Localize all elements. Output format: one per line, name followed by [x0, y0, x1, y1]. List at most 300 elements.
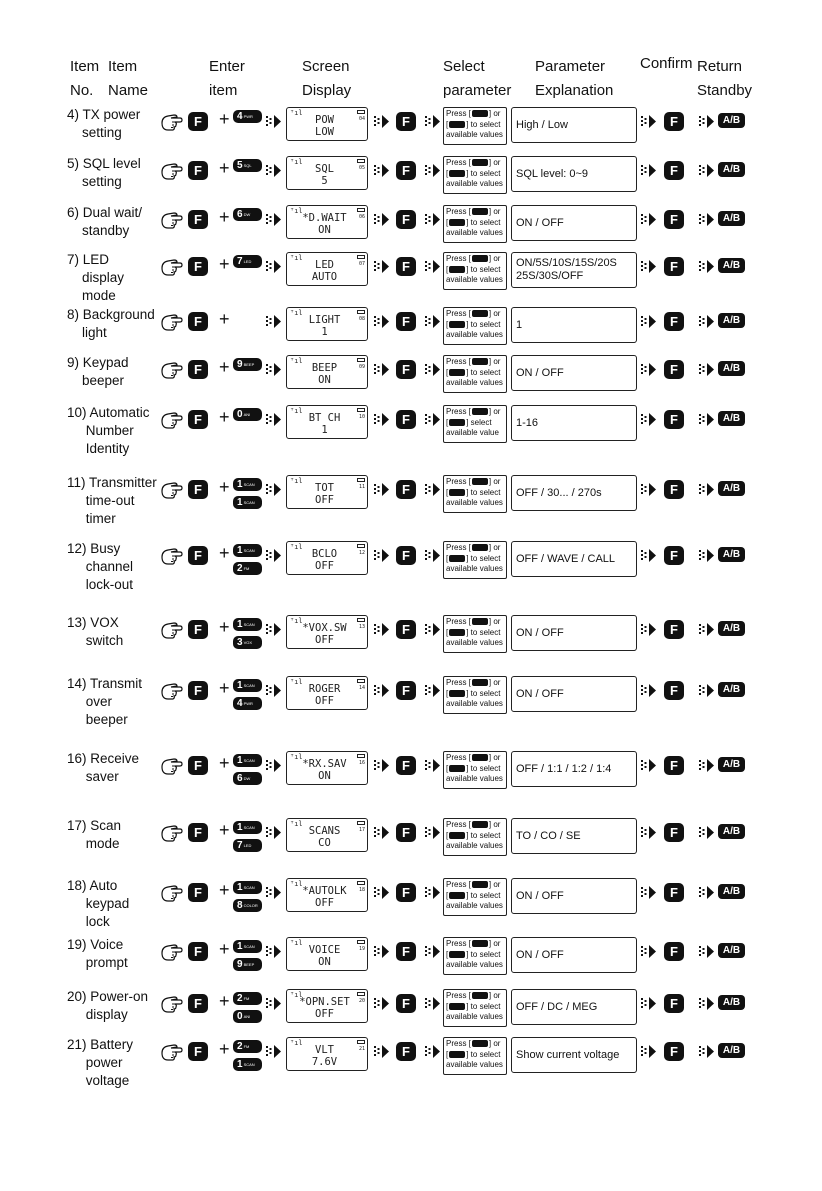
up-key-icon[interactable]: [472, 358, 488, 365]
plus-sign: +: [219, 1039, 230, 1059]
press-text: Press [: [446, 254, 471, 263]
up-key-icon[interactable]: [472, 940, 488, 947]
signal-antenna-icon: ᵀıl: [290, 109, 303, 117]
menu-item-row: [0, 988, 822, 1028]
press-line: available values: [446, 179, 503, 188]
hand-pointer-icon: [160, 619, 184, 641]
arrow-icon: [374, 997, 390, 1010]
f-key-button[interactable]: F: [664, 112, 684, 131]
number-key-button[interactable]: [233, 618, 262, 631]
menu-item-row: [0, 614, 822, 654]
arrow-icon: [266, 826, 282, 839]
f-key-button[interactable]: F: [664, 480, 684, 499]
number-key-button[interactable]: [233, 208, 262, 221]
f-key-button[interactable]: F: [188, 942, 208, 961]
ab-key-button[interactable]: A/B: [718, 757, 745, 772]
press-line: [446, 158, 504, 169]
menu-item-row: [0, 817, 822, 857]
up-key-icon[interactable]: [472, 255, 488, 262]
ab-key-button[interactable]: A/B: [718, 313, 745, 328]
plus-sign: +: [219, 617, 230, 637]
press-to-select-box: [443, 355, 507, 393]
f-key-button[interactable]: F: [396, 823, 416, 842]
press-text: ] or: [488, 207, 501, 216]
down-key-icon[interactable]: [449, 419, 465, 426]
number-key-button[interactable]: [233, 636, 262, 649]
f-key-button[interactable]: F: [396, 161, 416, 180]
number-key-button[interactable]: [233, 562, 262, 575]
f-key-button[interactable]: F: [396, 883, 416, 902]
press-text: Press [: [446, 880, 471, 889]
battery-icon: [357, 408, 365, 412]
arrow-icon: [641, 997, 657, 1010]
f-key-button[interactable]: F: [396, 360, 416, 379]
ab-key-button[interactable]: A/B: [718, 824, 745, 839]
arrow-icon: [641, 213, 657, 226]
arrow-icon: [374, 623, 390, 636]
press-line: [446, 207, 504, 218]
item-label: 4) TX power setting: [67, 107, 141, 140]
arrow-icon: [425, 315, 441, 328]
number-key-button[interactable]: [233, 992, 262, 1005]
down-key-icon[interactable]: [449, 321, 465, 328]
lcd-menu-value: OFF: [315, 560, 334, 572]
key-number: 2: [237, 563, 243, 574]
down-key-icon[interactable]: [449, 690, 465, 697]
down-key-icon[interactable]: [449, 170, 465, 177]
arrow-icon: [374, 759, 390, 772]
press-text: Press [: [446, 678, 471, 687]
key-function-label: SCAN: [243, 500, 255, 505]
press-text: ] or: [488, 309, 501, 318]
number-key-button[interactable]: [233, 1040, 262, 1053]
down-key-icon[interactable]: [449, 555, 465, 562]
down-key-icon[interactable]: [449, 1003, 465, 1010]
up-key-icon[interactable]: [472, 478, 488, 485]
lcd-screen-display: [286, 1037, 368, 1071]
up-key-icon[interactable]: [472, 754, 488, 761]
press-to-select-box: [443, 1037, 507, 1075]
arrow-icon: [641, 115, 657, 128]
hand-pointer-icon: [160, 1041, 184, 1063]
press-text: ] to select: [466, 830, 501, 840]
plus-sign: +: [219, 109, 230, 129]
press-line: [446, 1039, 504, 1050]
number-key-button[interactable]: [233, 697, 262, 710]
up-key-icon[interactable]: [472, 408, 488, 415]
press-line: [446, 880, 504, 891]
press-line: available values: [446, 228, 503, 237]
f-key-button[interactable]: F: [664, 257, 684, 276]
lcd-screen-display: [286, 878, 368, 912]
lcd-menu-name: *AUTOLK: [302, 885, 347, 897]
up-key-icon[interactable]: [472, 1040, 488, 1047]
f-key-button[interactable]: F: [664, 994, 684, 1013]
lcd-menu-value: LOW: [315, 126, 334, 138]
ab-key-button[interactable]: A/B: [718, 1043, 745, 1058]
key-number: 1: [237, 755, 243, 766]
number-key-button[interactable]: [233, 496, 262, 509]
lcd-menu-value: ON: [318, 224, 331, 236]
f-key-button[interactable]: F: [396, 312, 416, 331]
f-key-button[interactable]: F: [188, 823, 208, 842]
parameter-explanation-box: OFF / 1:1 / 1:2 / 1:4: [511, 751, 637, 787]
f-key-button[interactable]: F: [188, 312, 208, 331]
press-line: [446, 628, 504, 639]
number-key-button[interactable]: [233, 899, 262, 912]
parameter-explanation-box: ON / OFF: [511, 615, 637, 651]
item-label: 7) LED display mode: [67, 252, 125, 303]
lcd-screen-display: [286, 818, 368, 852]
press-text: [: [446, 168, 449, 178]
f-key-button[interactable]: F: [664, 161, 684, 180]
hand-pointer-icon: [160, 160, 184, 182]
arrow-icon: [374, 483, 390, 496]
press-text: ] to select: [466, 319, 501, 329]
up-key-icon[interactable]: [472, 618, 488, 625]
down-key-icon[interactable]: [449, 121, 465, 128]
ab-key-button[interactable]: A/B: [718, 547, 745, 562]
ab-key-button[interactable]: A/B: [718, 361, 745, 376]
arrow-icon: [266, 997, 282, 1010]
battery-icon: [357, 618, 365, 622]
f-key-button[interactable]: F: [396, 480, 416, 499]
press-text: Press [: [446, 309, 471, 318]
arrow-icon: [699, 684, 715, 697]
f-key-button[interactable]: F: [188, 883, 208, 902]
item-label: 21) Battery power voltage: [67, 1037, 134, 1088]
arrow-icon: [425, 213, 441, 226]
ab-key-button[interactable]: A/B: [718, 113, 745, 128]
key-number: 1: [237, 882, 243, 893]
lcd-menu-number: 05: [358, 165, 365, 171]
ab-key-button[interactable]: A/B: [718, 211, 745, 226]
f-key-button[interactable]: F: [188, 210, 208, 229]
number-key-button[interactable]: [233, 958, 262, 971]
press-to-select-box: [443, 475, 507, 513]
menu-item-row: [0, 354, 822, 394]
number-key-button[interactable]: [233, 940, 262, 953]
press-line: [446, 950, 504, 961]
arrow-icon: [425, 115, 441, 128]
number-key-button[interactable]: [233, 159, 262, 172]
number-key-button[interactable]: [233, 881, 262, 894]
press-text: ] or: [488, 1039, 501, 1048]
arrow-icon: [425, 164, 441, 177]
ab-key-button[interactable]: A/B: [718, 162, 745, 177]
key-number: 2: [237, 993, 243, 1004]
item-label: 9) Keypad beeper: [67, 355, 129, 388]
press-text: Press [: [446, 991, 471, 1000]
ab-key-button[interactable]: A/B: [718, 621, 745, 636]
parameter-explanation-box: OFF / 30... / 270s: [511, 475, 637, 511]
number-key-button[interactable]: [233, 772, 262, 785]
lcd-menu-number: 17: [358, 827, 365, 833]
arrow-icon: [425, 826, 441, 839]
f-key-button[interactable]: F: [396, 756, 416, 775]
ab-key-button[interactable]: A/B: [718, 411, 745, 426]
press-line: [446, 265, 504, 276]
battery-icon: [357, 159, 365, 163]
down-key-icon[interactable]: [449, 892, 465, 899]
down-key-icon[interactable]: [449, 489, 465, 496]
press-line: available values: [446, 638, 503, 647]
item-label: 5) SQL level setting: [67, 156, 141, 189]
f-key-button[interactable]: F: [664, 1042, 684, 1061]
arrow-icon: [425, 549, 441, 562]
press-text: Press [: [446, 357, 471, 366]
press-text: [: [446, 119, 449, 129]
signal-antenna-icon: ᵀıl: [290, 991, 303, 999]
lcd-menu-value: OFF: [315, 1008, 334, 1020]
down-key-icon[interactable]: [449, 219, 465, 226]
number-key-button[interactable]: [233, 1010, 262, 1023]
press-line: available values: [446, 960, 503, 969]
ab-key-button[interactable]: A/B: [718, 481, 745, 496]
f-key-button[interactable]: F: [188, 161, 208, 180]
battery-icon: [357, 992, 365, 996]
arrow-icon: [374, 413, 390, 426]
key-function-label: SCAN: [243, 482, 255, 487]
arrow-icon: [699, 213, 715, 226]
f-key-button[interactable]: F: [396, 942, 416, 961]
press-text: Press [: [446, 939, 471, 948]
f-key-button[interactable]: F: [396, 210, 416, 229]
arrow-icon: [266, 164, 282, 177]
arrow-icon: [641, 886, 657, 899]
number-key-button[interactable]: [233, 839, 262, 852]
press-text: ] to select: [466, 1049, 501, 1059]
key-number: 0: [237, 1011, 243, 1022]
lcd-menu-name: BT CH: [308, 412, 341, 424]
press-line: [446, 357, 504, 368]
key-function-label: FM: [243, 996, 250, 1001]
press-to-select-box: [443, 541, 507, 579]
hand-pointer-icon: [160, 359, 184, 381]
up-key-icon[interactable]: [472, 881, 488, 888]
f-key-button[interactable]: F: [396, 681, 416, 700]
f-key-button[interactable]: F: [188, 480, 208, 499]
f-key-button[interactable]: F: [664, 360, 684, 379]
number-key-button[interactable]: [233, 679, 262, 692]
lcd-menu-value: OFF: [315, 634, 334, 646]
f-key-button[interactable]: F: [664, 823, 684, 842]
press-text: ] to select: [466, 627, 501, 637]
f-key-button[interactable]: F: [188, 410, 208, 429]
f-key-button[interactable]: F: [188, 620, 208, 639]
header-enter-item: Enter item: [209, 58, 245, 99]
battery-icon: [357, 821, 365, 825]
press-line: [446, 543, 504, 554]
press-text: ] to select: [466, 763, 501, 773]
press-text: [: [446, 763, 449, 773]
number-key-button[interactable]: [233, 754, 262, 767]
key-number: 9: [237, 359, 243, 370]
ab-key-button[interactable]: A/B: [718, 884, 745, 899]
arrow-icon: [374, 549, 390, 562]
arrow-icon: [641, 759, 657, 772]
lcd-menu-number: 14: [358, 685, 365, 691]
lcd-menu-name: LIGHT: [308, 314, 341, 326]
f-key-button[interactable]: F: [396, 620, 416, 639]
up-key-icon[interactable]: [472, 208, 488, 215]
f-key-button[interactable]: F: [396, 410, 416, 429]
f-key-button[interactable]: F: [664, 410, 684, 429]
lcd-screen-display: [286, 676, 368, 710]
signal-antenna-icon: ᵀıl: [290, 254, 303, 262]
key-number: 6: [237, 773, 243, 784]
lcd-menu-value: OFF: [315, 695, 334, 707]
down-key-icon[interactable]: [449, 951, 465, 958]
plus-sign: +: [219, 991, 230, 1011]
f-key-button[interactable]: F: [188, 756, 208, 775]
down-key-icon[interactable]: [449, 832, 465, 839]
signal-antenna-icon: ᵀıl: [290, 880, 303, 888]
number-key-button[interactable]: [233, 408, 262, 421]
ab-key-button[interactable]: A/B: [718, 995, 745, 1010]
lcd-menu-number: 13: [358, 624, 365, 630]
press-text: Press [: [446, 820, 471, 829]
arrow-icon: [266, 759, 282, 772]
up-key-icon[interactable]: [472, 544, 488, 551]
arrow-icon: [374, 260, 390, 273]
f-key-button[interactable]: F: [664, 620, 684, 639]
ab-key-button[interactable]: A/B: [718, 258, 745, 273]
hand-pointer-icon: [160, 680, 184, 702]
parameter-explanation-box: ON/5S/10S/15S/20S 25S/30S/OFF: [511, 252, 637, 288]
lcd-menu-number: 09: [358, 364, 365, 370]
press-line: available values: [446, 378, 503, 387]
press-line: available values: [446, 564, 503, 573]
f-key-button[interactable]: F: [664, 756, 684, 775]
press-text: ] or: [488, 357, 501, 366]
f-key-button[interactable]: F: [396, 1042, 416, 1061]
f-key-button[interactable]: F: [664, 942, 684, 961]
signal-antenna-icon: ᵀıl: [290, 678, 303, 686]
f-key-button[interactable]: F: [664, 312, 684, 331]
battery-icon: [357, 754, 365, 758]
f-key-button[interactable]: F: [396, 257, 416, 276]
f-key-button[interactable]: F: [188, 681, 208, 700]
lcd-screen-display: [286, 937, 368, 971]
up-key-icon[interactable]: [472, 310, 488, 317]
press-line: [446, 120, 504, 131]
key-number: 4: [237, 111, 243, 122]
parameter-explanation-box: ON / OFF: [511, 676, 637, 712]
press-text: ] to select: [466, 949, 501, 959]
up-key-icon[interactable]: [472, 110, 488, 117]
press-line: [446, 320, 504, 331]
number-key-button[interactable]: [233, 110, 262, 123]
down-key-icon[interactable]: [449, 369, 465, 376]
arrow-icon: [374, 164, 390, 177]
lcd-menu-name: BCLO: [311, 548, 338, 560]
plus-sign: +: [219, 543, 230, 563]
arrow-icon: [374, 213, 390, 226]
number-key-button[interactable]: [233, 1058, 262, 1071]
press-text: Press [: [446, 617, 471, 626]
f-key-button[interactable]: F: [188, 360, 208, 379]
lcd-menu-number: 12: [358, 550, 365, 556]
lcd-menu-name: *D.WAIT: [302, 212, 347, 224]
down-key-icon[interactable]: [449, 266, 465, 273]
key-number: 8: [237, 900, 243, 911]
down-key-icon[interactable]: [449, 1051, 465, 1058]
number-key-button[interactable]: [233, 255, 262, 268]
key-number: 3: [237, 637, 243, 648]
hand-pointer-icon: [160, 256, 184, 278]
arrow-icon: [641, 1045, 657, 1058]
key-function-label: LED: [243, 843, 252, 848]
press-text: [: [446, 688, 449, 698]
press-text: ] or: [488, 543, 501, 552]
arrow-icon: [425, 684, 441, 697]
key-function-label: FM: [243, 566, 250, 571]
press-line: [446, 891, 504, 902]
item-label: 20) Power-on display: [67, 989, 149, 1022]
f-key-button[interactable]: F: [396, 994, 416, 1013]
lcd-menu-number: 18: [358, 887, 365, 893]
f-key-button[interactable]: F: [396, 112, 416, 131]
item-label: 13) VOX switch: [67, 615, 124, 648]
f-key-button[interactable]: F: [664, 210, 684, 229]
number-key-button[interactable]: [233, 544, 262, 557]
up-key-icon[interactable]: [472, 679, 488, 686]
lcd-menu-value: OFF: [315, 897, 334, 909]
press-text: Press [: [446, 753, 471, 762]
lcd-menu-value: 1: [321, 424, 328, 436]
number-key-button[interactable]: [233, 358, 262, 371]
key-number: 0: [237, 409, 243, 420]
lcd-menu-name: TOT: [315, 482, 334, 494]
press-text: Press [: [446, 543, 471, 552]
parameter-explanation-box: Show current voltage: [511, 1037, 637, 1073]
f-key-button[interactable]: F: [188, 112, 208, 131]
ab-key-button[interactable]: A/B: [718, 943, 745, 958]
down-key-icon[interactable]: [449, 765, 465, 772]
f-key-button[interactable]: F: [188, 546, 208, 565]
press-text: ] to select: [466, 217, 501, 227]
f-key-button[interactable]: F: [664, 883, 684, 902]
down-key-icon[interactable]: [449, 629, 465, 636]
arrow-icon: [266, 623, 282, 636]
f-key-button[interactable]: F: [188, 1042, 208, 1061]
key-function-label: VOX: [243, 640, 253, 645]
number-key-button[interactable]: [233, 478, 262, 491]
press-line: [446, 109, 504, 120]
ab-key-button[interactable]: A/B: [718, 682, 745, 697]
f-key-button[interactable]: F: [188, 994, 208, 1013]
f-key-button[interactable]: F: [188, 257, 208, 276]
battery-icon: [357, 544, 365, 548]
arrow-icon: [266, 260, 282, 273]
f-key-button[interactable]: F: [664, 546, 684, 565]
press-text: ] or: [488, 109, 501, 118]
press-line: [446, 939, 504, 950]
f-key-button[interactable]: F: [664, 681, 684, 700]
number-key-button[interactable]: [233, 821, 262, 834]
press-text: ] or: [488, 678, 501, 687]
up-key-icon[interactable]: [472, 821, 488, 828]
f-key-button[interactable]: F: [396, 546, 416, 565]
up-key-icon[interactable]: [472, 159, 488, 166]
arrow-icon: [425, 260, 441, 273]
press-text: [: [446, 830, 449, 840]
hand-pointer-icon: [160, 409, 184, 431]
key-number: 1: [237, 1059, 243, 1070]
signal-antenna-icon: ᵀıl: [290, 753, 303, 761]
up-key-icon[interactable]: [472, 992, 488, 999]
